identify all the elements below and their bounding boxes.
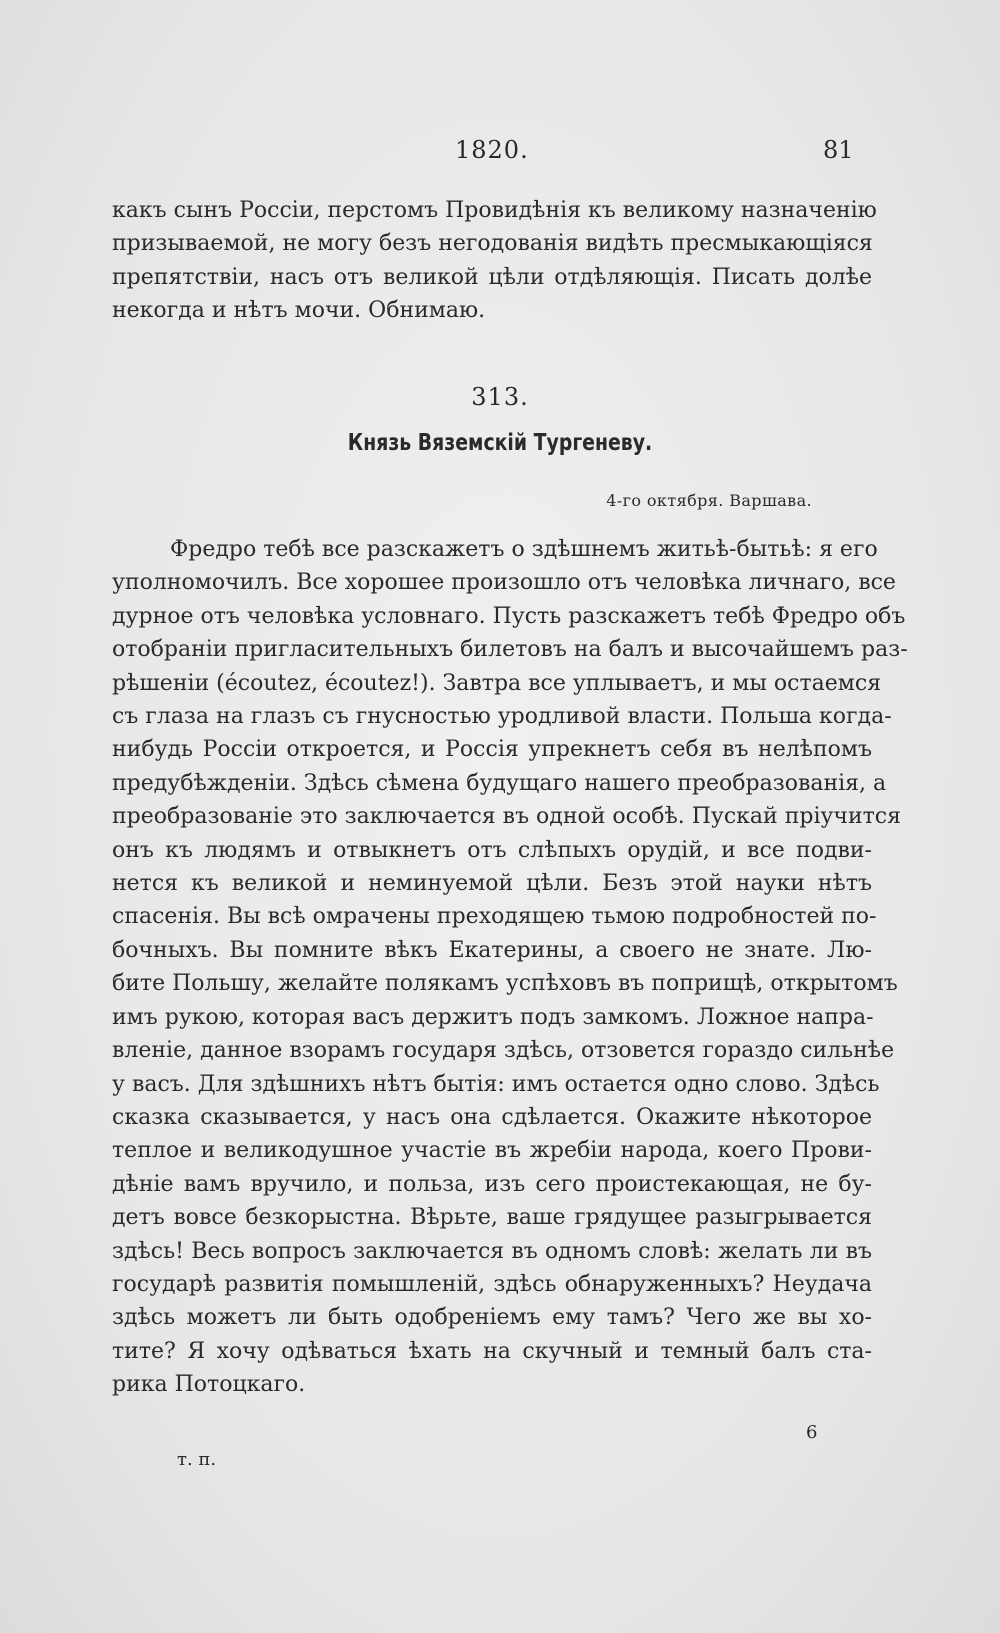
signature-mark: 6	[806, 1422, 818, 1443]
text-line: нется къ великой и неминуемой цѣли. Безъ этой науки нѣтъ	[112, 871, 872, 897]
text-line: призываемой, не могу безъ негодованія видѣть пресмыкающіяся	[112, 231, 873, 257]
text-line: у васъ. Для здѣшнихъ нѣтъ бытія: имъ остается одно слово. Здѣсь	[112, 1071, 880, 1097]
text-line: какъ сынъ Россіи, перстомъ Провидѣнія къ великому назначенію	[112, 198, 877, 223]
text-line: государѣ развитія помышленій, здѣсь обнаруженныхъ? Неудача	[112, 1271, 872, 1297]
text-line: онъ къ людямъ и отвыкнетъ отъ слѣпыхъ орудій, и все подви-	[112, 837, 872, 863]
letter-number: 313.	[471, 383, 529, 411]
text-line: спасенія. Вы всѣ омрачены преходящею тьмою подробностей по-	[112, 904, 877, 930]
text-line: отобраніи пригласительныхъ билетовъ на балъ и высочайшемъ раз-	[112, 637, 908, 663]
letter-body	[112, 533, 908, 1402]
text-line: рика Потоцкаго.	[112, 1372, 306, 1398]
volume-mark: т. п.	[177, 1449, 217, 1470]
text-line: рѣшеніи (écoutez, écoutez!). Завтра все уплываетъ, и мы остаемся	[112, 670, 882, 696]
letter-title: Князь Вяземскій Тургеневу.	[347, 430, 653, 456]
running-header-year: 1820.	[455, 136, 529, 164]
text-line: вленіе, данное взорамъ государя здѣсь, отзовется гораздо сильнѣе	[112, 1038, 895, 1064]
text-line: Фредро тебѣ все разскажетъ о здѣшнемъ житьѣ-бытьѣ: я его	[170, 537, 878, 562]
text-line: теплое и великодушное участіе въ жребіи народа, коего Прови-	[112, 1138, 872, 1164]
text-line: имъ рукою, которая васъ держитъ подъ замкомъ. Ложное напра-	[112, 1004, 874, 1030]
text-line: дурное отъ человѣка условнаго. Пусть разскажетъ тебѣ Фредро объ	[112, 603, 906, 629]
text-line: преобразованіе это заключается въ одной особѣ. Пускай пріучится	[112, 804, 902, 830]
text-line: бите Польшу, желайте полякамъ успѣховъ въ поприщѣ, открытомъ	[112, 971, 898, 997]
text-line: предубѣжденіи. Здѣсь сѣмена будущаго нашего преобразованія, а	[112, 770, 887, 796]
text-line: уполномочилъ. Все хорошее произошло отъ человѣка личнаго, все	[112, 570, 896, 596]
text-line: здѣсь! Весь вопросъ заключается въ одномъ словѣ: желать ли въ	[112, 1238, 872, 1264]
page-number: 81	[823, 136, 854, 164]
text-line: тите? Я хочу одѣваться ѣхать на скучный и темный балъ ста-	[112, 1338, 872, 1364]
text-line: нибудь Россіи откроется, и Россія упрекнетъ себя въ нелѣпомъ	[112, 737, 872, 763]
previous-letter-ending	[112, 194, 877, 328]
text-line: сказка сказывается, у насъ она сдѣлается. Окажите нѣкоторое	[112, 1104, 872, 1130]
text-line: бочныхъ. Вы помните вѣкъ Екатерины, а своего не знате. Лю-	[112, 937, 872, 963]
text-line: препятствіи, насъ отъ великой цѣли отдѣляющія. Писать долѣе	[112, 264, 872, 290]
text-line: съ глаза на глазъ съ гнусностью уродливой власти. Польша когда-	[112, 704, 892, 730]
text-line: здѣсь можетъ ли быть одобреніемъ ему тамъ? Чего же вы хо-	[112, 1305, 872, 1331]
text-line: дѣніе вамъ вручило, и польза, изъ сего проистекающая, не бу-	[112, 1171, 872, 1197]
text-line: некогда и нѣтъ мочи. Обнимаю.	[112, 298, 486, 324]
letter-date: 4-го октября. Варшава.	[606, 491, 812, 510]
text-line: детъ вовсе безкорыстна. Вѣрьте, ваше грядущее разыгрывается	[112, 1205, 872, 1231]
